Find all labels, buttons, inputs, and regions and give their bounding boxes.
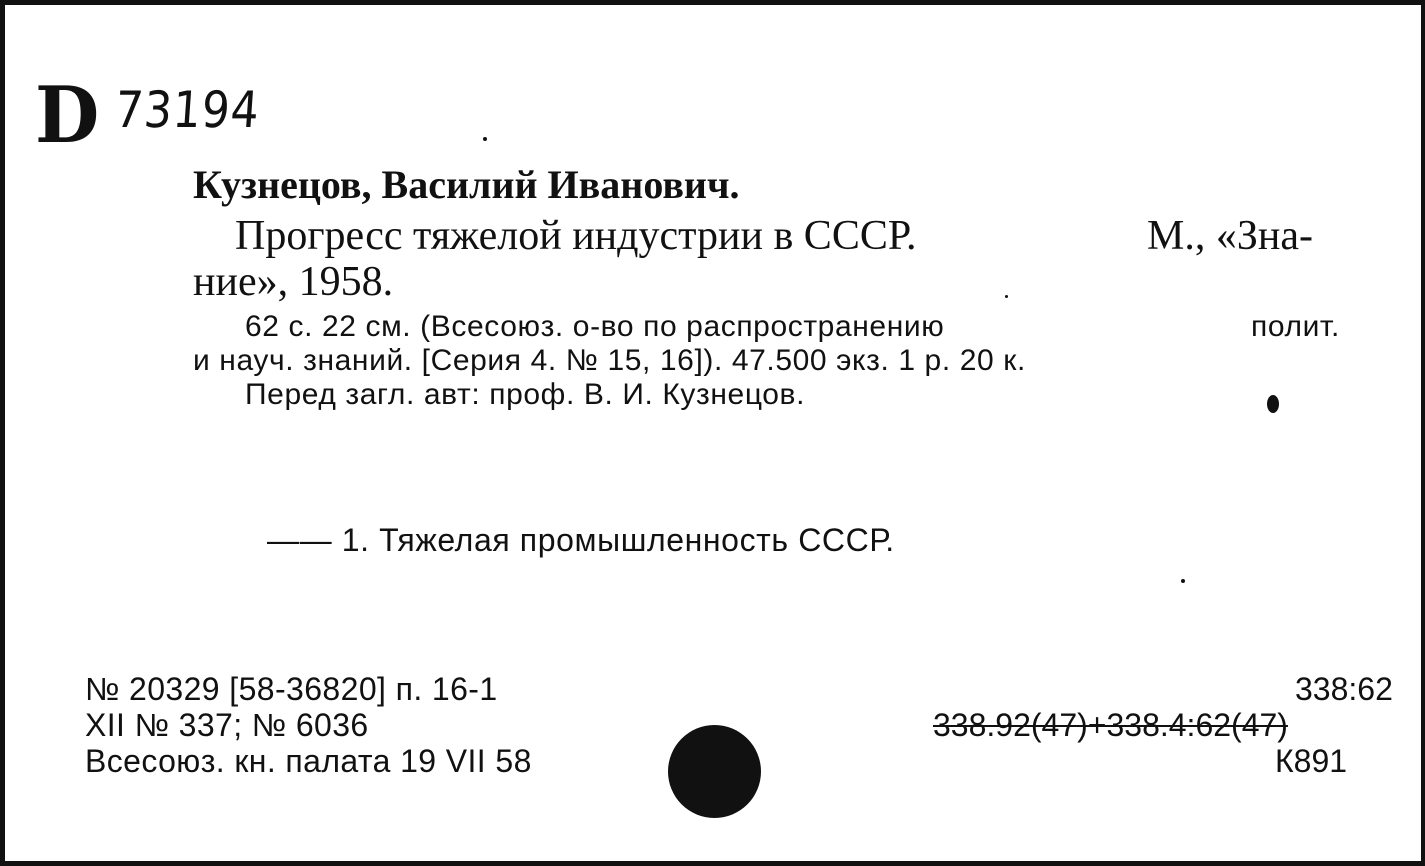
- ink-speck: [1181, 579, 1185, 583]
- physical-description-line-1: 62 с. 22 см. (Всесоюз. о-во по распространению: [245, 310, 945, 343]
- registration-series: XII № 337; № 6036: [85, 707, 369, 743]
- ink-speck: [1005, 295, 1008, 298]
- ink-speck: [483, 137, 487, 141]
- registration-number: № 20329 [58-36820] п. 16-1: [85, 671, 498, 707]
- call-letter: D: [35, 70, 100, 161]
- classification-code: 338:62: [1295, 671, 1393, 707]
- physical-description-line-2: и науч. знаний. [Серия 4. № 15, 16]). 47.500 экз. 1 р. 20 к.: [193, 344, 1026, 377]
- physical-description-line-1-end: полит.: [1251, 310, 1340, 343]
- title-line-1: Прогресс тяжелой индустрии в СССР.: [235, 213, 917, 259]
- publisher-place: М., «Зна-: [1147, 213, 1313, 259]
- call-number-handwritten: 73194: [113, 81, 262, 139]
- subject-heading: —— 1. Тяжелая промышленность СССР.: [267, 522, 895, 558]
- title-line-2: ние», 1958.: [193, 259, 394, 305]
- struck-classification-code: 338.92(47)+338.4:62(47): [933, 707, 1288, 743]
- ink-blot: [1267, 395, 1279, 413]
- punch-hole: [668, 725, 761, 818]
- author-heading: Кузнецов, Василий Иванович.: [193, 162, 740, 207]
- author-note: Перед загл. авт: проф. В. И. Кузнецов.: [245, 378, 806, 411]
- chamber-date: Всесоюз. кн. палата 19 VII 58: [85, 743, 532, 779]
- author-mark: К891: [1275, 743, 1348, 779]
